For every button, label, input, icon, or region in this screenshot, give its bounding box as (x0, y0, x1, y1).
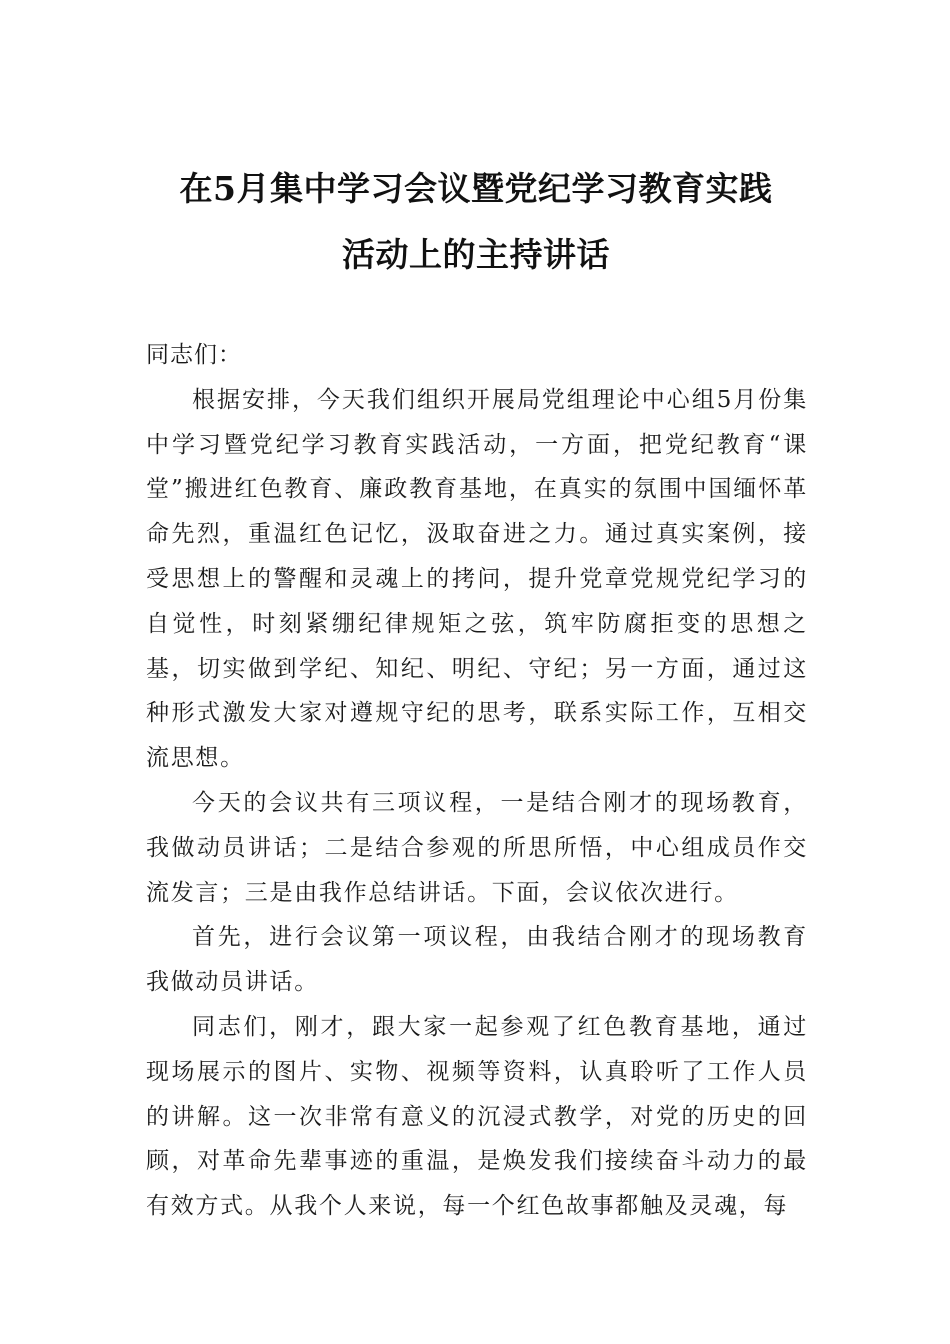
document-title-line-1: 在5月集中学习会议暨党纪学习教育实践 (179, 169, 773, 208)
salutation: 同志们： (146, 342, 242, 368)
paragraph-arrangement: 根据安排，今天我们组织开展局党组理论中心组5月份集中学习暨党纪学习教育实践活动，一方面，把党纪教育“课堂”搬进红色教育、廉政教育基地，在真实的氛围中国缅怀革命先烈，重温红色记忆，汲取奋进之力。通过真实案例，接受思想上的警醒和灵魂上的拷问，提升党章党规党纪学习的自觉性，时刻紧绷纪律规矩之弦，筑牢防腐拒变的思想之基，切实做到学纪、知纪、明纪、守纪；另一方面，通过这种形式激发大家对遵规守纪的思考，联系实际工作，互相交流思想。 (146, 386, 808, 772)
paragraph-first-item: 首先，进行会议第一项议程，由我结合刚才的现场教育我做动员讲话。 (146, 924, 808, 996)
document-body (146, 333, 808, 1229)
document-title-line-2: 活动上的主持讲话 (342, 235, 610, 274)
paragraph-agenda: 今天的会议共有三项议程，一是结合刚才的现场教育，我做动员讲话；二是结合参观的所思所悟，中心组成员作交流发言；三是由我作总结讲话。下面，会议依次进行。 (146, 789, 808, 906)
paragraph-speech-start: 同志们，刚才，跟大家一起参观了红色教育基地，通过现场展示的图片、实物、视频等资料，认真聆听了工作人员的讲解。这一次非常有意义的沉浸式教学，对党的历史的回顾，对革命先辈事迹的重温，是焕发我们接续奋斗动力的最有效方式。从我个人来说，每一个红色故事都触及灵魂，每 (146, 1013, 808, 1220)
